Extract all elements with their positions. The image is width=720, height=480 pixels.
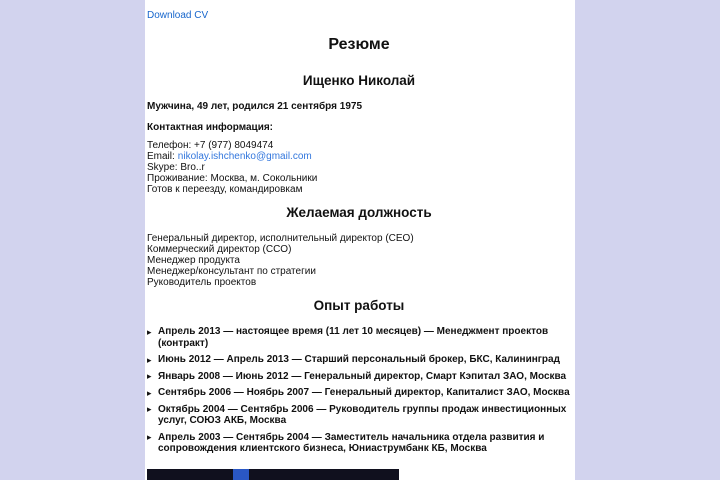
email-label: Email: bbox=[147, 151, 175, 162]
skype-line: Skype: Bro..r bbox=[147, 162, 205, 173]
experience-item bbox=[147, 404, 571, 427]
residence-line: Проживание: Москва, м. Сокольники bbox=[147, 173, 318, 184]
bullet-icon: ▸ bbox=[147, 432, 152, 442]
page-title: Резюме bbox=[328, 36, 390, 53]
bullet-icon: ▸ bbox=[147, 387, 152, 398]
truncated-image-strip bbox=[147, 469, 399, 480]
experience-item bbox=[147, 387, 571, 399]
bullet-icon: ▸ bbox=[147, 371, 152, 381]
experience-text: Апрель 2003 — Сентябрь 2004 — Заместитель начальника отдела развития и сопровождения клиентского бизнеса, Юниаструмбанк КБ, Москва bbox=[158, 431, 545, 454]
contact-section-header: Контактная информация: bbox=[147, 122, 274, 133]
position-item: Генеральный директор, исполнительный директор (CEO) bbox=[147, 233, 414, 244]
desired-positions-list bbox=[147, 233, 571, 288]
contact-block bbox=[147, 140, 571, 195]
experience-text: Сентябрь 2006 — Ноябрь 2007 — Генеральный директор, Капиталист ЗАО, Москва bbox=[158, 387, 570, 398]
resume-document bbox=[145, 0, 575, 480]
experience-item bbox=[147, 371, 571, 383]
image-fragment bbox=[233, 469, 249, 480]
email-link[interactable]: nikolay.ishchenko@gmail.com bbox=[177, 151, 312, 162]
bullet-icon: ▸ bbox=[147, 326, 152, 337]
position-item: Руководитель проектов bbox=[147, 277, 257, 288]
personal-summary: Мужчина, 49 лет, родился 21 сентября 1975 bbox=[147, 101, 363, 112]
experience-header: Опыт работы bbox=[313, 298, 405, 313]
email-line bbox=[147, 151, 571, 162]
bullet-icon: ▸ bbox=[147, 404, 152, 414]
experience-text: Июнь 2012 — Апрель 2013 — Старший персональный брокер, БКС, Калининград bbox=[158, 354, 560, 365]
phone-line: Телефон: +7 (977) 8049474 bbox=[147, 140, 274, 151]
experience-item bbox=[147, 354, 571, 366]
experience-text: Апрель 2013 — настоящее время (11 лет 10 месяцев) — Менеджмент проектов (контракт) bbox=[158, 326, 549, 349]
position-item: Коммерческий директор (CCO) bbox=[147, 244, 292, 255]
position-item: Менеджер продукта bbox=[147, 255, 240, 266]
download-cv-link[interactable]: Download CV bbox=[147, 10, 209, 21]
experience-text: Январь 2008 — Июнь 2012 — Генеральный директор, Смарт Кэпитал ЗАО, Москва bbox=[158, 370, 567, 382]
experience-list bbox=[147, 326, 571, 455]
bullet-icon: ▸ bbox=[147, 354, 152, 365]
desired-position-header: Желаемая должность bbox=[286, 205, 432, 220]
experience-text: Октябрь 2004 — Сентябрь 2006 — Руководитель группы продаж инвестиционных услуг, СОЮЗ АКБ, Москва bbox=[158, 403, 567, 426]
candidate-name: Ищенко Николай bbox=[302, 73, 416, 88]
experience-item bbox=[147, 432, 571, 455]
relocation-line: Готов к переезду, командировкам bbox=[147, 184, 303, 195]
position-item: Менеджер/консультант по стратегии bbox=[147, 266, 316, 277]
experience-item bbox=[147, 326, 571, 349]
